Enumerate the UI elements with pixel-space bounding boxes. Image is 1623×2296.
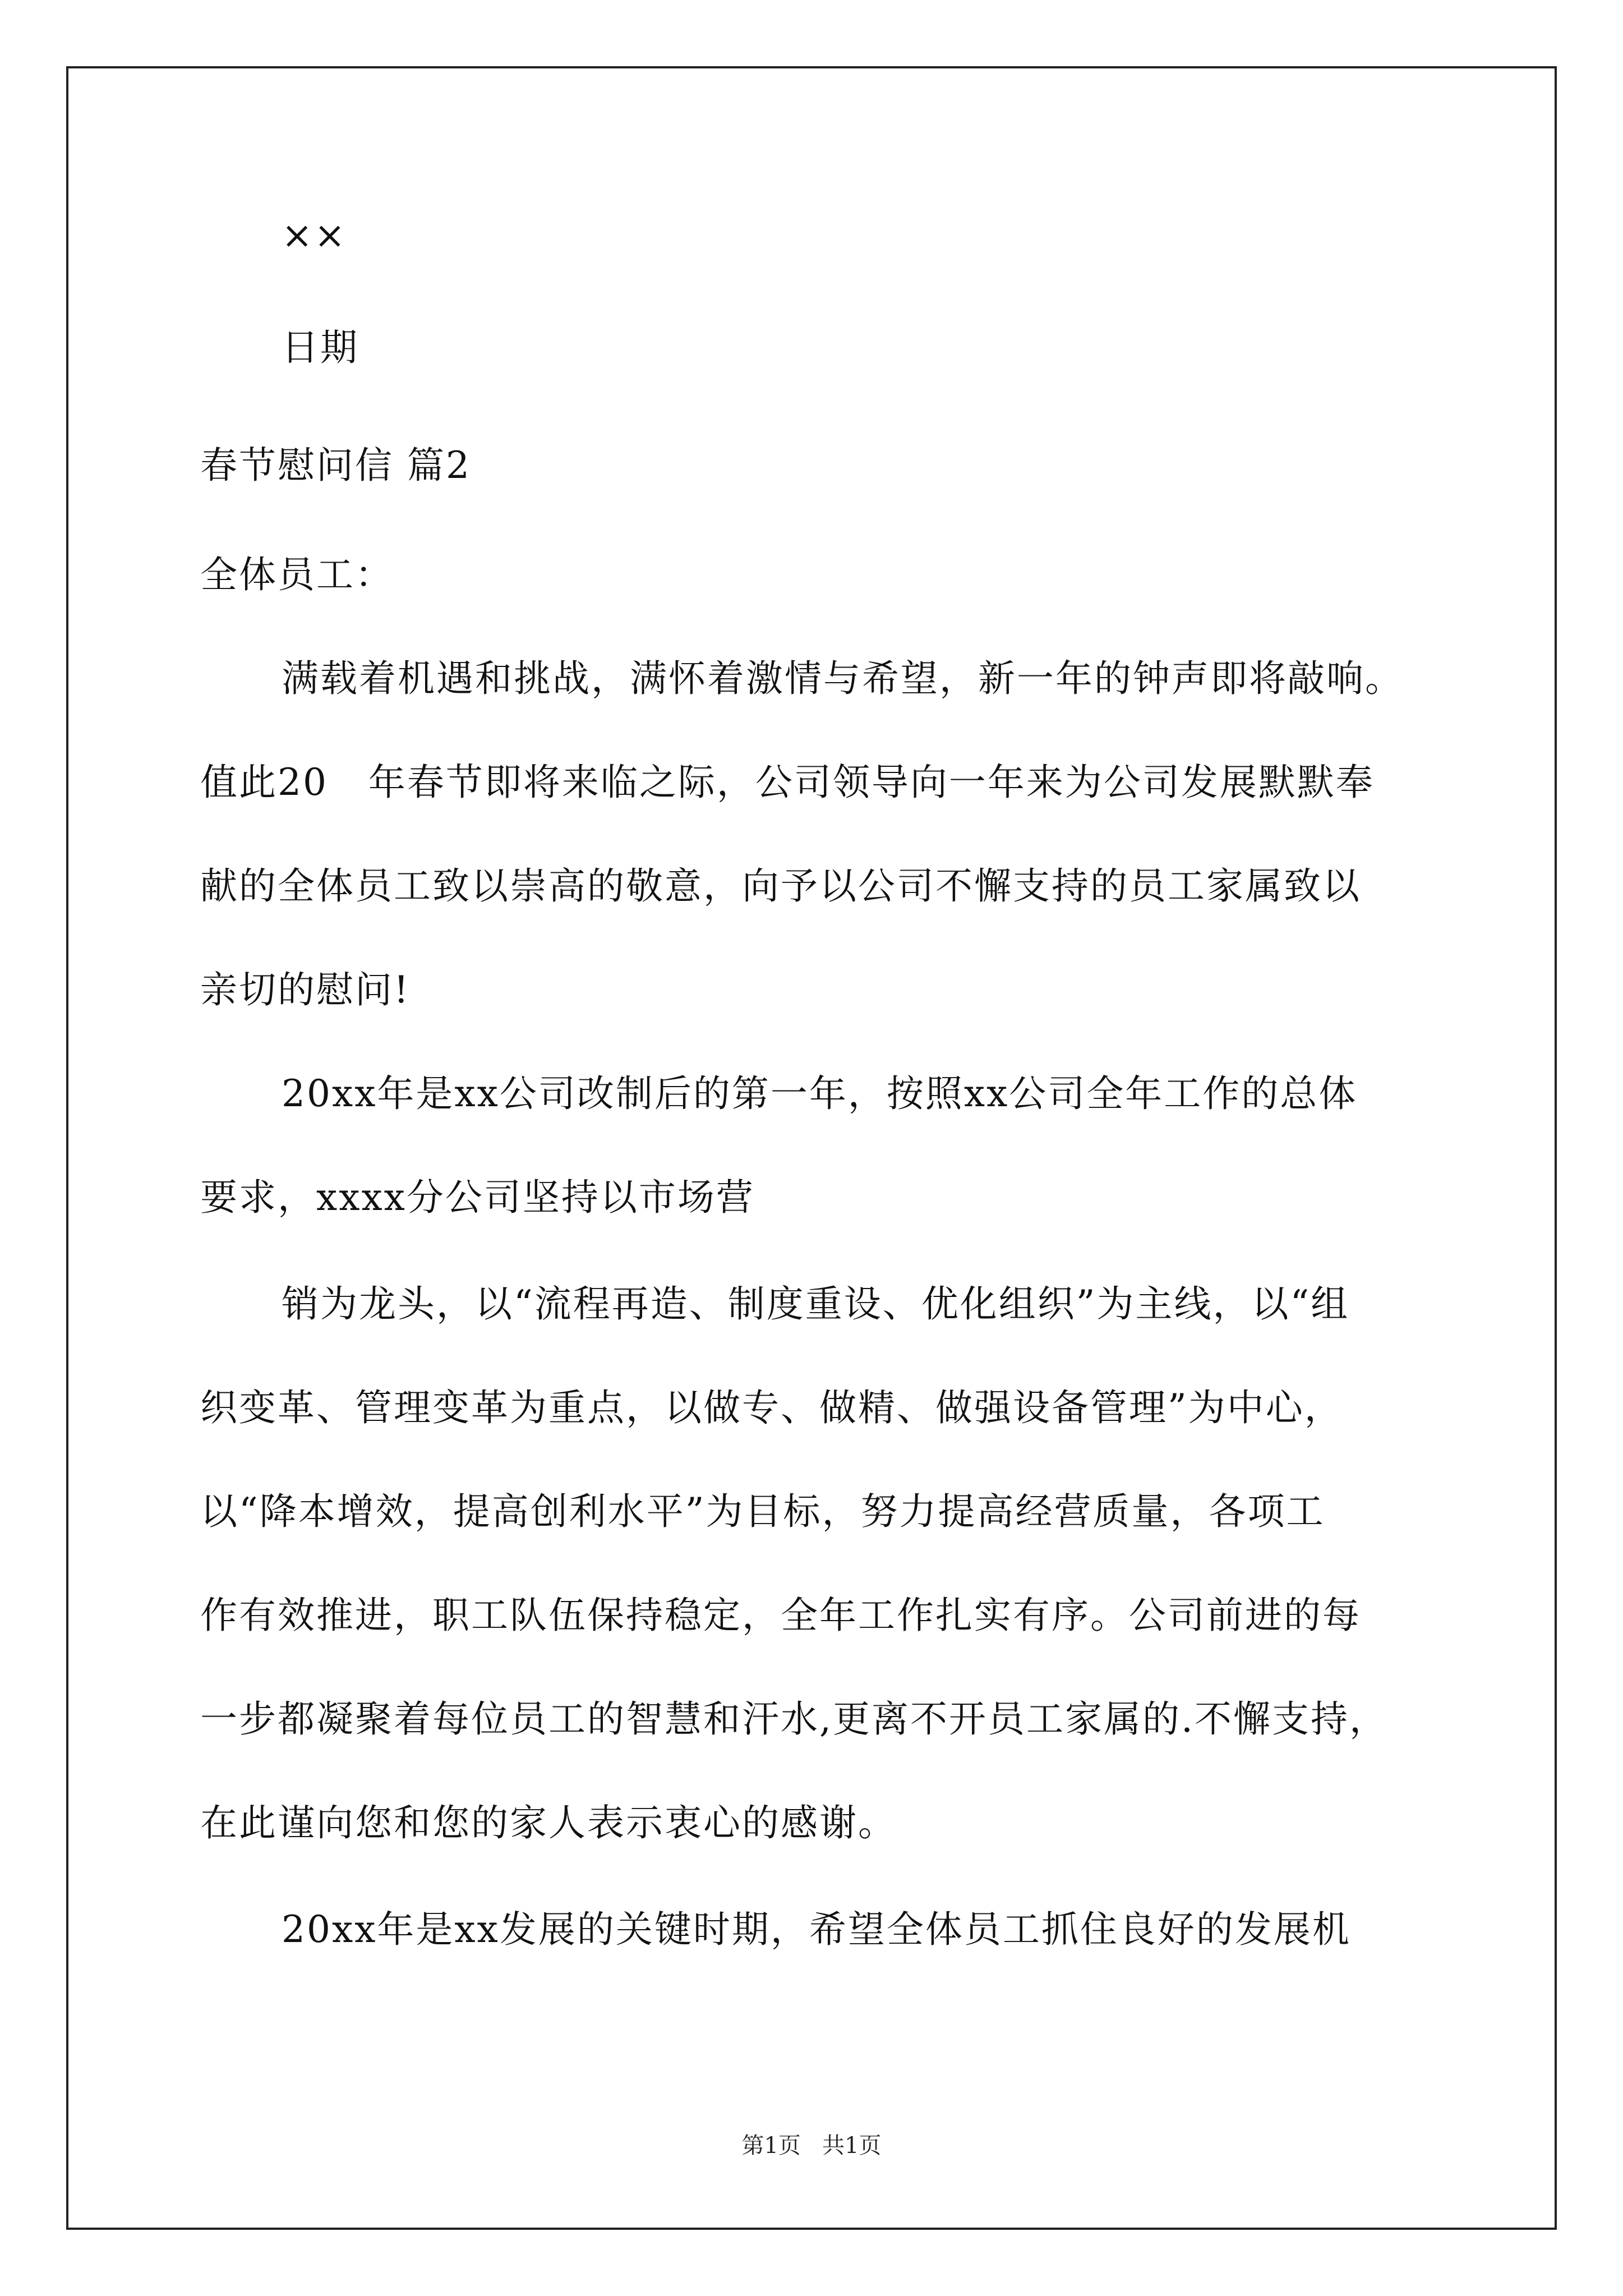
page-footer: 第1页 共1页: [741, 2133, 882, 2159]
paragraph-line: 满载着机遇和挑战，满怀着激情与希望，新一年的钟声即将敲响。: [282, 657, 1404, 700]
paragraph-line: 要求，xxxx分公司坚持以市场营: [200, 1176, 755, 1219]
paragraph-line: 织变革、管理变革为重点，以做专、做精、做强设备管理”为中心，: [200, 1386, 1343, 1429]
paragraph-line: 销为龙头，以“流程再造、制度重设、优化组织”为主线，以“组: [282, 1282, 1350, 1326]
page-border: [66, 66, 1557, 2230]
paragraph-line: 20xx年是xx公司改制后的第一年，按照xx公司全年工作的总体: [282, 1072, 1358, 1115]
paragraph-line: 以“降本增效，提高创利水平”为目标，努力提高经营质量，各项工: [200, 1490, 1325, 1533]
salutation: 全体员工：: [200, 553, 394, 596]
paragraph-line: 20xx年是xx发展的关键时期，希望全体员工抓住良好的发展机: [282, 1908, 1351, 1951]
paragraph-line: 作有效推进，职工队伍保持稳定，全年工作扎实有序。公司前进的每: [200, 1594, 1361, 1637]
section-title: 春节慰问信 篇2: [200, 444, 471, 487]
paragraph-line: 在此谨向您和您的家人表示衷心的感谢。: [200, 1801, 897, 1844]
date-label: 日期: [282, 326, 359, 369]
paragraph-line: 献的全体员工致以崇高的敬意，向予以公司不懈支持的员工家属致以: [200, 864, 1361, 908]
paragraph-line: 一步都凝聚着每位员工的智慧和汗水,更离不开员工家属的.不懈支持，: [200, 1697, 1388, 1741]
signature-text: ××: [282, 214, 347, 257]
paragraph-line: 亲切的慰问!: [200, 968, 411, 1011]
paragraph-line: 值此20 年春节即将来临之际，公司领导向一年来为公司发展默默奉: [200, 761, 1375, 804]
